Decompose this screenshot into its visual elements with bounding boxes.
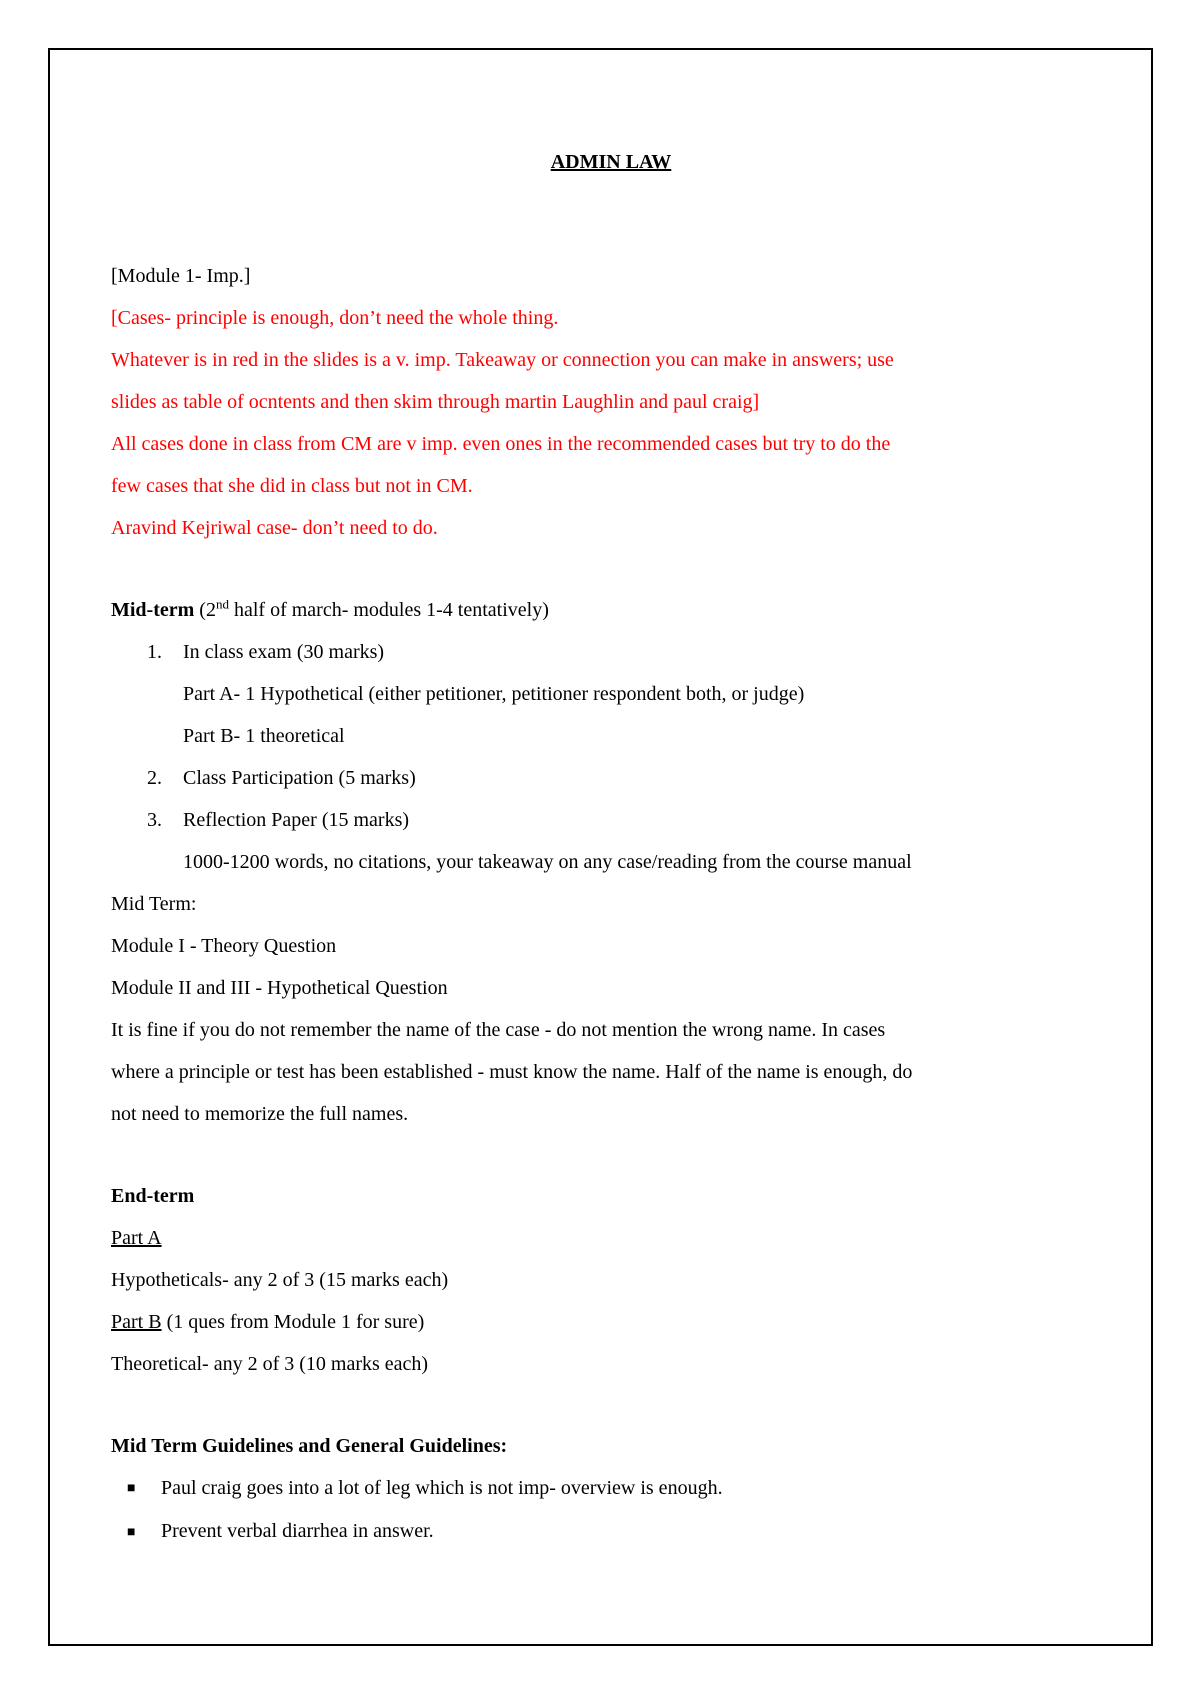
endterm-heading: End-term (111, 1185, 195, 1207)
endterm-part-b-note: (1 ques from Module 1 for sure) (161, 1311, 425, 1333)
guideline-bullet-item (111, 1510, 1111, 1553)
advice-line: where a principle or test has been established - must know the name. Half of the name is enough, do (111, 1061, 913, 1083)
midterm-note-pre: (2 (194, 599, 216, 621)
list-number: 2. (147, 767, 162, 789)
document-page (48, 48, 1153, 1646)
red-note-line: All cases done in class from CM are v imp. even ones in the recommended cases but try to do the (111, 433, 891, 455)
midterm-note-sup: nd (215, 596, 229, 612)
list-item-label: Class Participation (5 marks) (183, 767, 416, 789)
midterm-heading-line (111, 589, 1111, 631)
guideline-bullet-item (111, 1467, 1111, 1510)
advice-line: not need to memorize the full names. (111, 1103, 409, 1125)
midterm-heading: Mid-term (111, 599, 195, 621)
endterm-part-b-label: Part B (111, 1311, 162, 1333)
part-a-line: Part A- 1 Hypothetical (either petitioner, petitioner respondent both, or judge) (183, 683, 805, 705)
midterm-note-post: half of march- modules 1-4 tentatively) (228, 599, 549, 621)
module-note: [Module 1- Imp.] (111, 265, 251, 287)
endterm-part-b-line (111, 1301, 1111, 1343)
reflection-detail: 1000-1200 words, no citations, your takeaway on any case/reading from the course manual (183, 851, 912, 873)
notes-section (111, 255, 1111, 1554)
document-title: ADMIN LAW (550, 151, 672, 173)
endterm-part-a-label: Part A (111, 1227, 162, 1249)
guidelines-heading: Mid Term Guidelines and General Guidelines: (111, 1435, 508, 1457)
guideline-text: Paul craig goes into a lot of leg which is not imp- overview is enough. (161, 1477, 723, 1499)
module-i-line: Module I - Theory Question (111, 935, 337, 957)
advice-line: It is fine if you do not remember the name of the case - do not mention the wrong name. In cases (111, 1019, 886, 1041)
module-ii-iii-line: Module II and III - Hypothetical Question (111, 977, 448, 999)
list-number: 3. (147, 809, 162, 831)
list-item (111, 757, 1111, 799)
red-note-line: few cases that she did in class but not in CM. (111, 475, 473, 497)
endterm-part-a-detail: Hypotheticals- any 2 of 3 (15 marks each) (111, 1269, 449, 1291)
list-item-label: In class exam (30 marks) (183, 641, 385, 663)
list-item (111, 799, 1111, 841)
list-item (111, 631, 1111, 673)
red-note-line: Aravind Kejriwal case- don’t need to do. (111, 517, 438, 539)
list-number: 1. (147, 641, 162, 663)
square-bullet-icon: ■ (127, 1481, 136, 1497)
mid-term-label: Mid Term: (111, 893, 197, 915)
red-note-line: Whatever is in red in the slides is a v. imp. Takeaway or connection you can make in answers; use (111, 349, 894, 371)
guideline-text: Prevent verbal diarrhea in answer. (161, 1520, 434, 1543)
endterm-part-b-detail: Theoretical- any 2 of 3 (10 marks each) (111, 1353, 429, 1375)
red-note-line: slides as table of ocntents and then skim through martin Laughlin and paul craig] (111, 391, 760, 413)
list-item-label: Reflection Paper (15 marks) (183, 809, 410, 831)
part-b-line: Part B- 1 theoretical (183, 725, 345, 747)
square-bullet-icon: ■ (127, 1524, 136, 1540)
red-note-line: [Cases- principle is enough, don’t need the whole thing. (111, 307, 559, 329)
